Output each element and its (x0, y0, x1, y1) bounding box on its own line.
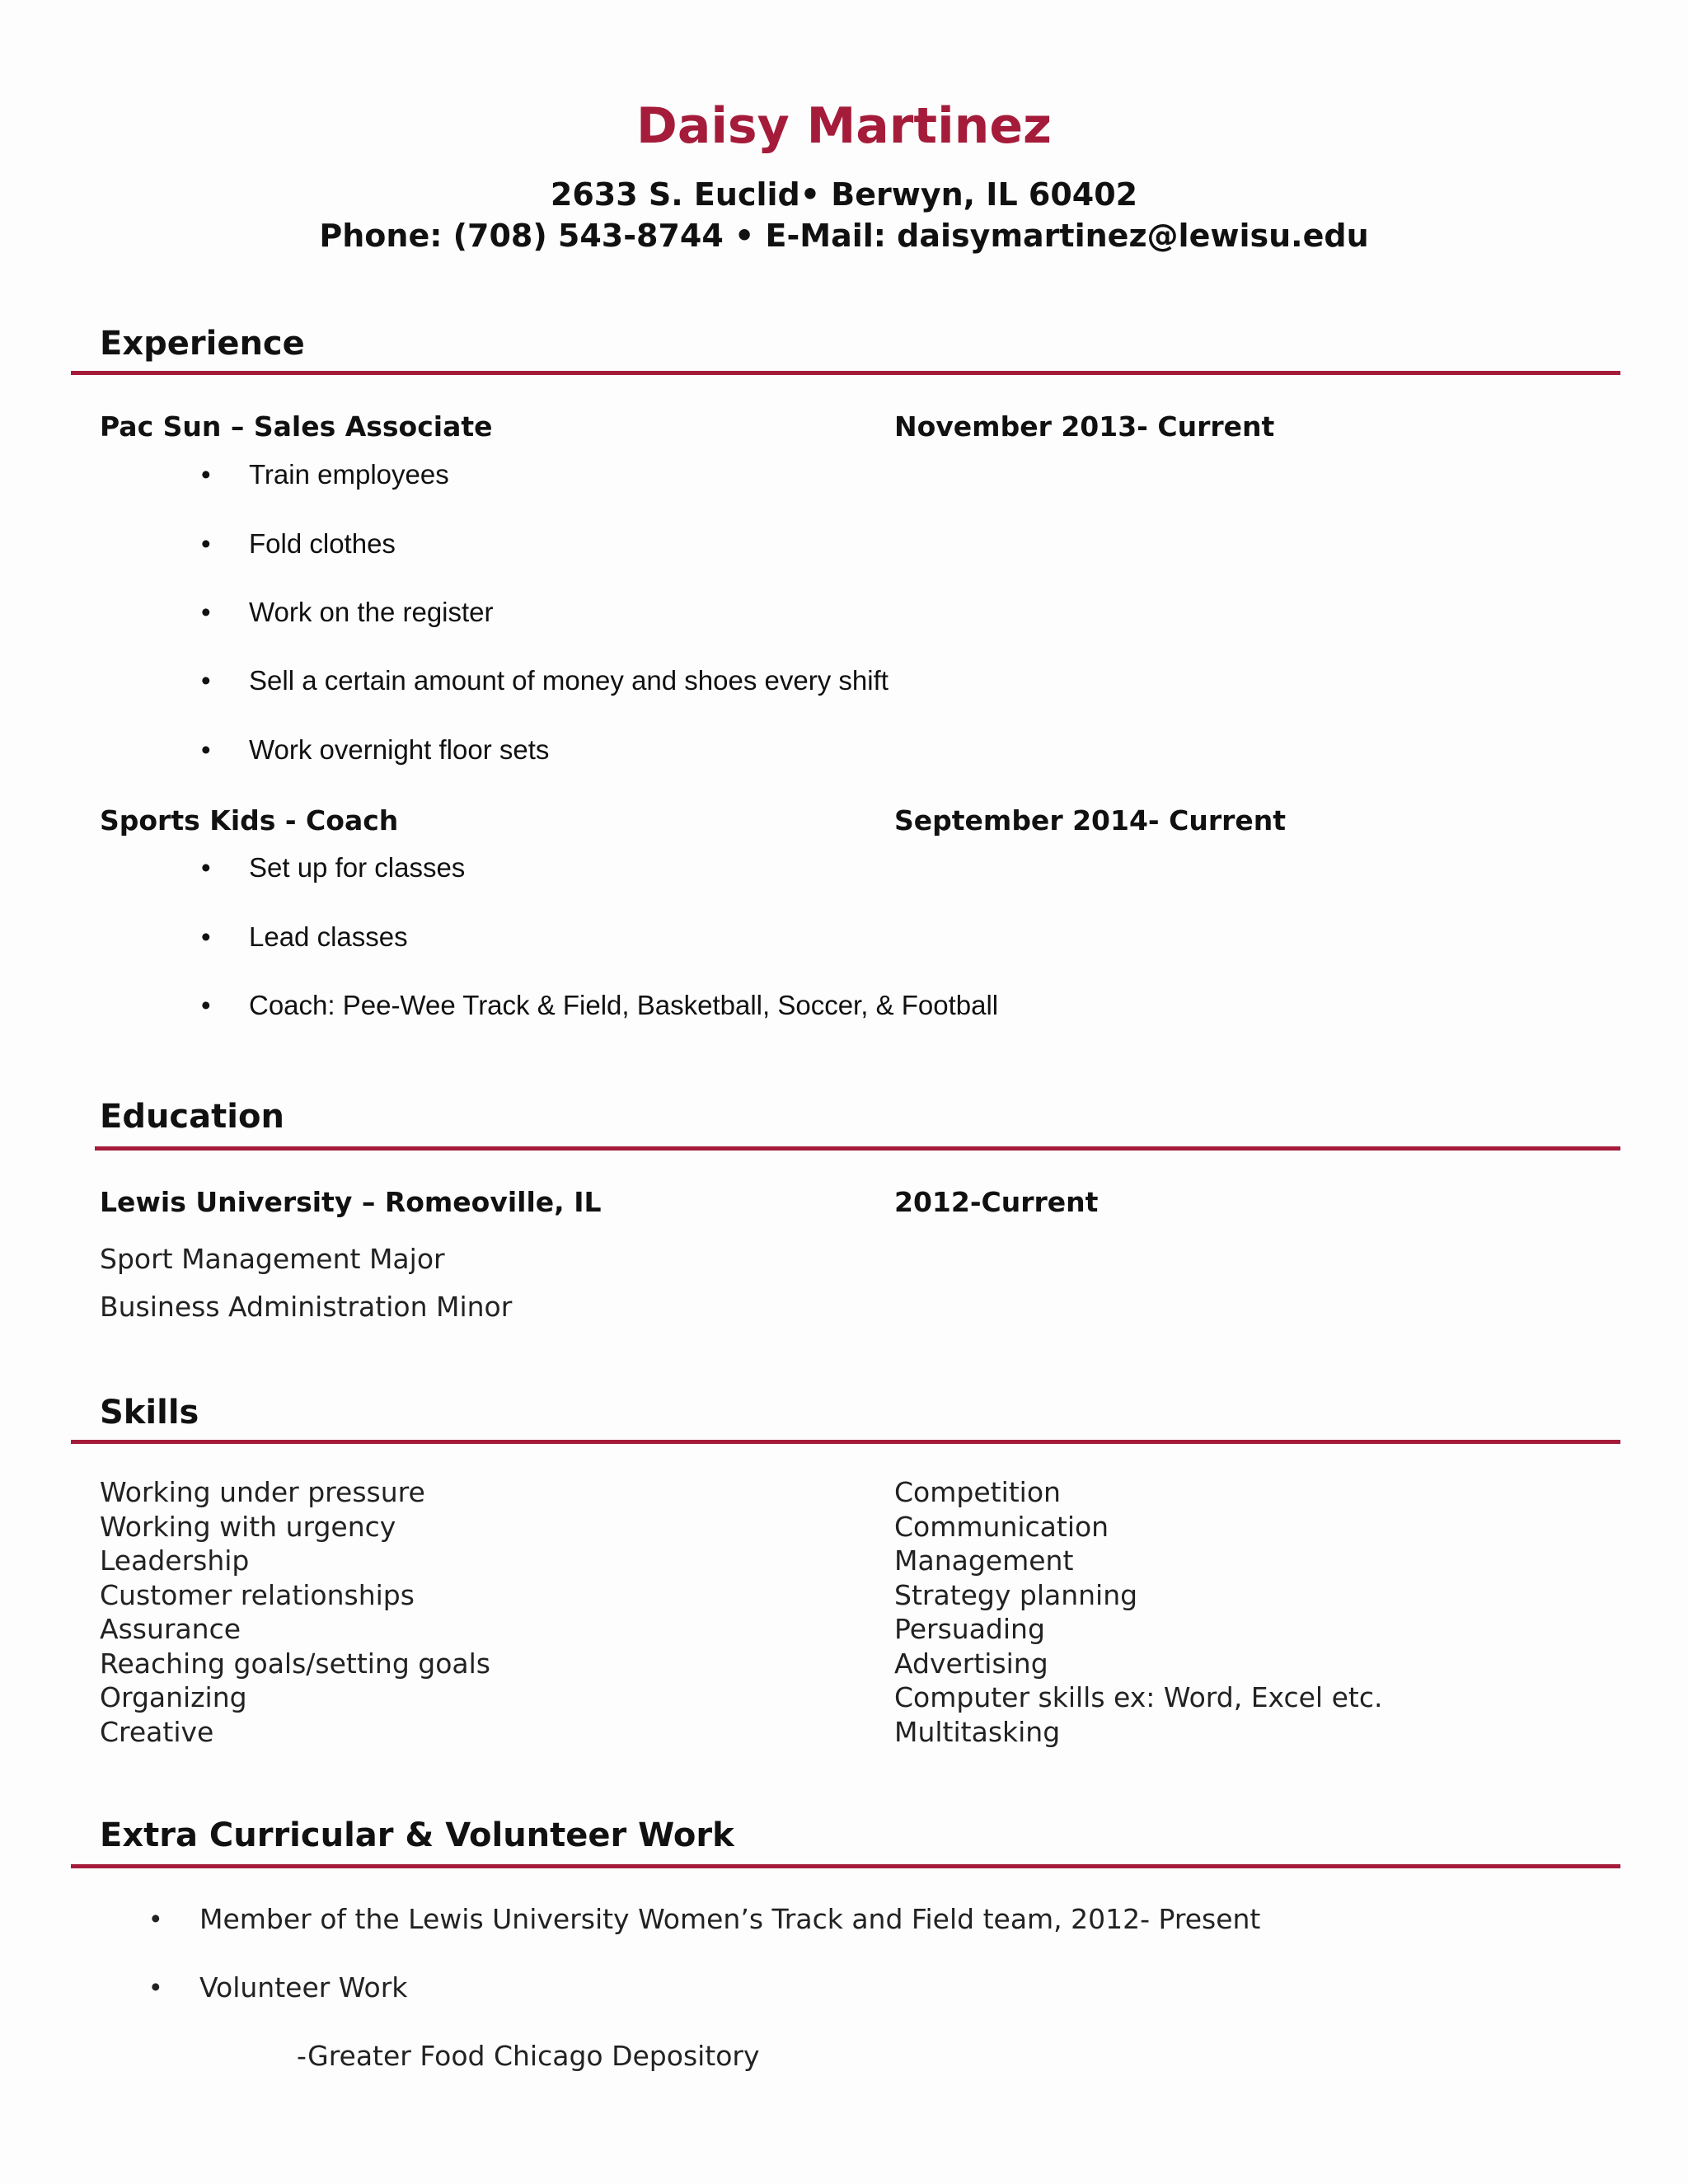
address-line: 2633 S. Euclid• Berwyn, IL 60402 (550, 176, 1138, 213)
resume-name: Daisy Martinez (636, 97, 1052, 155)
list-item-text: Set up for classes (249, 852, 466, 883)
list-item-text: Coach: Pee-Wee Track & Field, Basketball, Soccer, & Football (249, 990, 999, 1020)
bullet-icon: • (201, 921, 211, 952)
education-dates: 2012-Current (894, 1186, 1099, 1218)
list-item-text: Sell a certain amount of money and shoes every shift (249, 665, 889, 696)
list-item (0, 1903, 1688, 1938)
list-item: Creative (100, 1715, 214, 1748)
education-major: Sport Management Major (100, 1243, 445, 1275)
list-item (0, 597, 1688, 630)
list-item-text: Work on the register (249, 597, 494, 627)
list-item (0, 990, 1688, 1023)
list-item (0, 1971, 1688, 2006)
contact-line: Phone: (708) 543-8744 • E-Mail: daisymartinez@lewisu.edu (319, 218, 1369, 254)
education-heading: Education (100, 1098, 284, 1136)
list-item-text: Train employees (249, 459, 449, 490)
job-1-dates: November 2013- Current (894, 410, 1275, 443)
education-minor: Business Administration Minor (100, 1291, 513, 1323)
bullet-icon: • (201, 528, 211, 559)
list-item: Working under pressure (100, 1476, 425, 1508)
list-item: Customer relationships (100, 1578, 415, 1611)
list-item: Computer skills ex: Word, Excel etc. (894, 1681, 1383, 1713)
volunteer-sub-item: -Greater Food Chicago Depository (297, 2040, 760, 2072)
list-item: Advertising (894, 1647, 1048, 1680)
bullet-icon: • (201, 459, 211, 490)
bullet-icon: • (201, 852, 211, 883)
skills-divider (71, 1440, 1620, 1444)
list-item: Assurance (100, 1613, 241, 1645)
list-item-text: Lead classes (249, 921, 408, 952)
experience-divider (71, 371, 1620, 375)
list-item (0, 921, 1688, 954)
skills-heading: Skills (100, 1394, 199, 1432)
list-item: Organizing (100, 1681, 247, 1713)
bullet-icon: • (201, 990, 211, 1020)
bullet-icon: • (201, 734, 211, 765)
list-item-text: Fold clothes (249, 528, 396, 559)
job-2-role: Sports Kids - Coach (100, 804, 399, 837)
list-item (0, 734, 1688, 767)
list-item (0, 528, 1688, 561)
bullet-icon: • (151, 1903, 161, 1933)
extracurricular-heading: Extra Curricular & Volunteer Work (100, 1816, 734, 1854)
bullet-icon: • (151, 1971, 161, 2002)
skills-left-column (100, 1475, 490, 1749)
list-item: Communication (894, 1510, 1109, 1543)
extracurricular-divider (71, 1864, 1620, 1868)
list-item (0, 852, 1688, 885)
list-item: Strategy planning (894, 1578, 1138, 1611)
school-name: Lewis University – Romeoville, IL (100, 1186, 602, 1218)
list-item-text: Member of the Lewis University Women’s Track and Field team, 2012- Present (199, 1903, 1261, 1935)
list-item-text: Work overnight floor sets (249, 734, 550, 765)
list-item (0, 665, 1688, 698)
list-item: Management (894, 1544, 1074, 1577)
bullet-icon: • (201, 665, 211, 696)
job-1-role: Pac Sun – Sales Associate (100, 410, 493, 443)
list-item: Competition (894, 1476, 1061, 1508)
education-divider (95, 1146, 1620, 1151)
list-item-text: Volunteer Work (199, 1971, 408, 2004)
list-item: Leadership (100, 1544, 250, 1577)
job-2-dates: September 2014- Current (894, 804, 1287, 837)
list-item: Multitasking (894, 1715, 1061, 1748)
experience-heading: Experience (100, 325, 305, 363)
list-item: Persuading (894, 1613, 1045, 1645)
skills-right-column (894, 1475, 1382, 1749)
bullet-icon: • (201, 597, 211, 627)
list-item: Working with urgency (100, 1510, 396, 1543)
list-item: Reaching goals/setting goals (100, 1647, 491, 1680)
list-item (0, 459, 1688, 492)
